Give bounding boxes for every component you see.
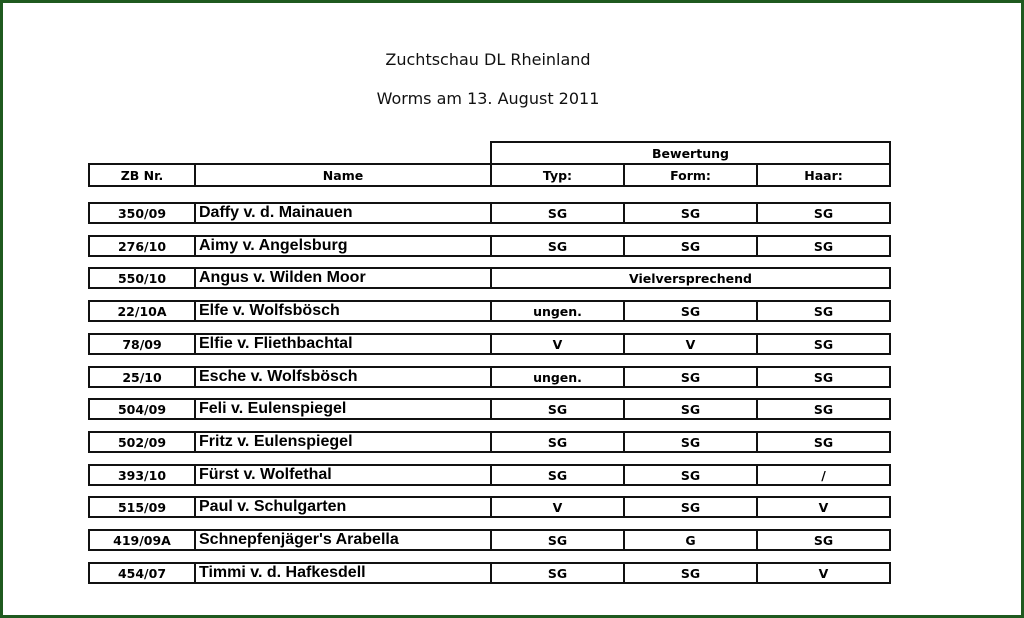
row-zb-nr: 550/10 [88, 267, 196, 289]
row-zb-nr: 504/09 [88, 398, 196, 420]
row-name: Angus v. Wilden Moor [194, 267, 492, 289]
row-haar: SG [756, 333, 891, 355]
row-haar: SG [756, 529, 891, 551]
row-haar: SG [756, 431, 891, 453]
header-zb-nr: ZB Nr. [88, 163, 196, 187]
row-bewertung-merged: Vielversprechend [490, 267, 891, 289]
row-form: G [623, 529, 758, 551]
row-name: Aimy v. Angelsburg [194, 235, 492, 257]
row-haar: SG [756, 235, 891, 257]
row-zb-nr: 419/09A [88, 529, 196, 551]
row-name: Feli v. Eulenspiegel [194, 398, 492, 420]
row-typ: V [490, 333, 625, 355]
row-haar: V [756, 562, 891, 584]
row-form: V [623, 333, 758, 355]
row-name: Paul v. Schulgarten [194, 496, 492, 518]
row-form: SG [623, 202, 758, 224]
row-name: Timmi v. d. Hafkesdell [194, 562, 492, 584]
row-haar: SG [756, 202, 891, 224]
row-zb-nr: 22/10A [88, 300, 196, 322]
row-typ: SG [490, 464, 625, 486]
row-form: SG [623, 366, 758, 388]
row-zb-nr: 350/09 [88, 202, 196, 224]
row-typ: SG [490, 529, 625, 551]
document-subtitle: Worms am 13. August 2011 [376, 89, 600, 108]
row-name: Fritz v. Eulenspiegel [194, 431, 492, 453]
row-name: Elfie v. Fliethbachtal [194, 333, 492, 355]
header-form: Form: [623, 163, 758, 187]
row-zb-nr: 25/10 [88, 366, 196, 388]
row-form: SG [623, 496, 758, 518]
row-typ: ungen. [490, 300, 625, 322]
bewertung-group-header: Bewertung [490, 141, 891, 165]
row-zb-nr: 502/09 [88, 431, 196, 453]
row-zb-nr: 515/09 [88, 496, 196, 518]
row-zb-nr: 276/10 [88, 235, 196, 257]
row-haar: SG [756, 366, 891, 388]
row-typ: SG [490, 431, 625, 453]
row-haar: SG [756, 300, 891, 322]
row-typ: V [490, 496, 625, 518]
row-name: Schnepfenjäger's Arabella [194, 529, 492, 551]
row-typ: SG [490, 398, 625, 420]
row-name: Fürst v. Wolfethal [194, 464, 492, 486]
header-name: Name [194, 163, 492, 187]
document-title: Zuchtschau DL Rheinland [385, 50, 591, 69]
row-zb-nr: 454/07 [88, 562, 196, 584]
row-zb-nr: 393/10 [88, 464, 196, 486]
row-name: Esche v. Wolfsbösch [194, 366, 492, 388]
row-name: Elfe v. Wolfsbösch [194, 300, 492, 322]
row-form: SG [623, 431, 758, 453]
row-name: Daffy v. d. Mainauen [194, 202, 492, 224]
row-form: SG [623, 562, 758, 584]
row-typ: SG [490, 235, 625, 257]
row-form: SG [623, 464, 758, 486]
header-haar: Haar: [756, 163, 891, 187]
row-typ: ungen. [490, 366, 625, 388]
row-form: SG [623, 235, 758, 257]
row-haar: V [756, 496, 891, 518]
row-typ: SG [490, 202, 625, 224]
header-typ: Typ: [490, 163, 625, 187]
row-haar: SG [756, 398, 891, 420]
row-form: SG [623, 398, 758, 420]
row-typ: SG [490, 562, 625, 584]
row-haar: / [756, 464, 891, 486]
row-form: SG [623, 300, 758, 322]
row-zb-nr: 78/09 [88, 333, 196, 355]
